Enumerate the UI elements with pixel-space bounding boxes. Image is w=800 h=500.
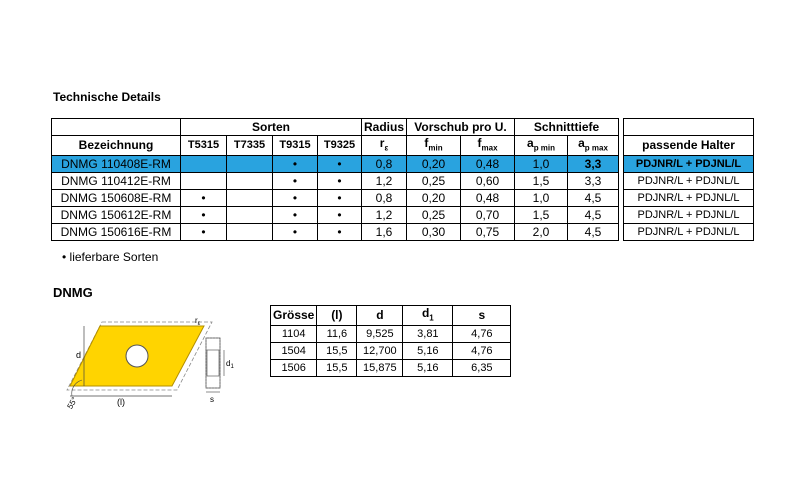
cell-t7335 [227, 190, 273, 207]
header-f-min: $f_{min}$ [407, 136, 461, 156]
header-groesse: Grösse [271, 306, 317, 326]
header-t7335: T7335 [227, 136, 273, 156]
table-row[interactable] [271, 343, 511, 360]
table-row[interactable] [271, 360, 511, 377]
cell-ap-max: 4,5 [568, 190, 619, 207]
cell-d1: 3,81 [403, 326, 453, 343]
cell-t7335 [227, 207, 273, 224]
cell-t9315: • [273, 207, 318, 224]
cell-radius: 1,2 [362, 173, 407, 190]
cell-t9315: • [273, 224, 318, 241]
cell-t9325: • [318, 173, 362, 190]
cell-f-max: 0,48 [461, 190, 515, 207]
cell-f-max: 0,48 [461, 156, 515, 173]
cell-ap-max: 4,5 [568, 224, 619, 241]
cell-f-max: 0,70 [461, 207, 515, 224]
cell-t9315: • [273, 156, 318, 173]
cell-halter: PDJNR/L + PDJNL/L [624, 173, 754, 190]
legend-note: • lieferbare Sorten [62, 250, 159, 264]
cell-radius: 1,6 [362, 224, 407, 241]
cell-t9325: • [318, 156, 362, 173]
header-ap-max: $a_{p max}$ [568, 136, 619, 156]
cell-d: 9,525 [357, 326, 403, 343]
size-table [270, 305, 511, 377]
label-d1: $d_1$ [226, 359, 234, 370]
label-radius: $r_\varepsilon$ [195, 316, 201, 327]
group-header-row [52, 119, 754, 136]
table-row[interactable] [52, 156, 754, 173]
insert-type-title: DNMG [53, 285, 93, 300]
header-ap-min: $a_{p min}$ [515, 136, 568, 156]
technical-details-table [51, 118, 754, 241]
group-header-sorten: Sorten [181, 119, 362, 136]
cell-groesse: 1504 [271, 343, 317, 360]
cell-name: DNMG 150608E-RM [52, 190, 181, 207]
header-t5315: T5315 [181, 136, 227, 156]
header-t9315: T9315 [273, 136, 318, 156]
side-view-hole [207, 350, 219, 376]
group-header-schnitttiefe: Schnitttiefe [515, 119, 619, 136]
header-halter: passende Halter [624, 136, 754, 156]
cell-ap-min: 1,5 [515, 173, 568, 190]
cell-t5315 [181, 173, 227, 190]
cell-ap-min: 2,0 [515, 224, 568, 241]
header-d: d [357, 306, 403, 326]
table-row[interactable] [52, 173, 754, 190]
label-s: s [210, 395, 214, 404]
cell-name: DNMG 110408E-RM [52, 156, 181, 173]
cell-ap-max: 4,5 [568, 207, 619, 224]
cell-t5315: • [181, 190, 227, 207]
cell-d: 15,875 [357, 360, 403, 377]
cell-s: 4,76 [453, 343, 511, 360]
cell-l: 11,6 [317, 326, 357, 343]
cell-radius: 0,8 [362, 190, 407, 207]
cell-d1: 5,16 [403, 360, 453, 377]
cell-s: 4,76 [453, 326, 511, 343]
header-radius: $r_\varepsilon$ [362, 136, 407, 156]
cell-t5315 [181, 156, 227, 173]
cell-t9325: • [318, 207, 362, 224]
cell-halter: PDJNR/L + PDJNL/L [624, 190, 754, 207]
cell-t9325: • [318, 224, 362, 241]
header-d1: $d_1$ [403, 306, 453, 326]
label-angle: 55° [65, 395, 80, 410]
cell-f-min: 0,20 [407, 190, 461, 207]
table-row[interactable] [52, 190, 754, 207]
cell-f-max: 0,60 [461, 173, 515, 190]
label-d: d [76, 350, 82, 360]
header-bezeichnung: Bezeichnung [52, 136, 181, 156]
cell-groesse: 1506 [271, 360, 317, 377]
header-l: (l) [317, 306, 357, 326]
cell-halter: PDJNR/L + PDJNL/L [624, 224, 754, 241]
cell-halter: PDJNR/L + PDJNL/L [624, 156, 754, 173]
header-f-max: $f_{max}$ [461, 136, 515, 156]
cell-f-min: 0,30 [407, 224, 461, 241]
cell-t7335 [227, 224, 273, 241]
cell-t7335 [227, 173, 273, 190]
cell-t9315: • [273, 173, 318, 190]
group-header-vorschub: Vorschub pro U. [407, 119, 515, 136]
cell-l: 15,5 [317, 343, 357, 360]
cell-name: DNMG 110412E-RM [52, 173, 181, 190]
cell-halter: PDJNR/L + PDJNL/L [624, 207, 754, 224]
size-header-row [271, 306, 511, 326]
insert-hole [126, 345, 148, 367]
header-t9325: T9325 [318, 136, 362, 156]
cell-d: 12,700 [357, 343, 403, 360]
cell-s: 6,35 [453, 360, 511, 377]
cell-radius: 0,8 [362, 156, 407, 173]
label-l: (l) [117, 397, 125, 407]
group-header-radius: Radius [362, 119, 407, 136]
table-row[interactable] [271, 326, 511, 343]
cell-d1: 5,16 [403, 343, 453, 360]
insert-drawing [62, 310, 252, 410]
column-header-row [52, 136, 754, 156]
cell-name: DNMG 150612E-RM [52, 207, 181, 224]
cell-ap-max: 3,3 [568, 173, 619, 190]
cell-ap-max: 3,3 [568, 156, 619, 173]
cell-radius: 1,2 [362, 207, 407, 224]
cell-f-min: 0,25 [407, 207, 461, 224]
cell-ap-min: 1,0 [515, 156, 568, 173]
header-s: s [453, 306, 511, 326]
cell-groesse: 1104 [271, 326, 317, 343]
table-row[interactable] [52, 207, 754, 224]
cell-t9325: • [318, 190, 362, 207]
cell-t5315: • [181, 224, 227, 241]
section-title: Technische Details [53, 90, 161, 104]
cell-f-min: 0,25 [407, 173, 461, 190]
cell-ap-min: 1,0 [515, 190, 568, 207]
cell-f-max: 0,75 [461, 224, 515, 241]
cell-l: 15,5 [317, 360, 357, 377]
cell-t7335 [227, 156, 273, 173]
table-row[interactable] [52, 224, 754, 241]
cell-name: DNMG 150616E-RM [52, 224, 181, 241]
cell-f-min: 0,20 [407, 156, 461, 173]
cell-ap-min: 1,5 [515, 207, 568, 224]
cell-t9315: • [273, 190, 318, 207]
cell-t5315: • [181, 207, 227, 224]
